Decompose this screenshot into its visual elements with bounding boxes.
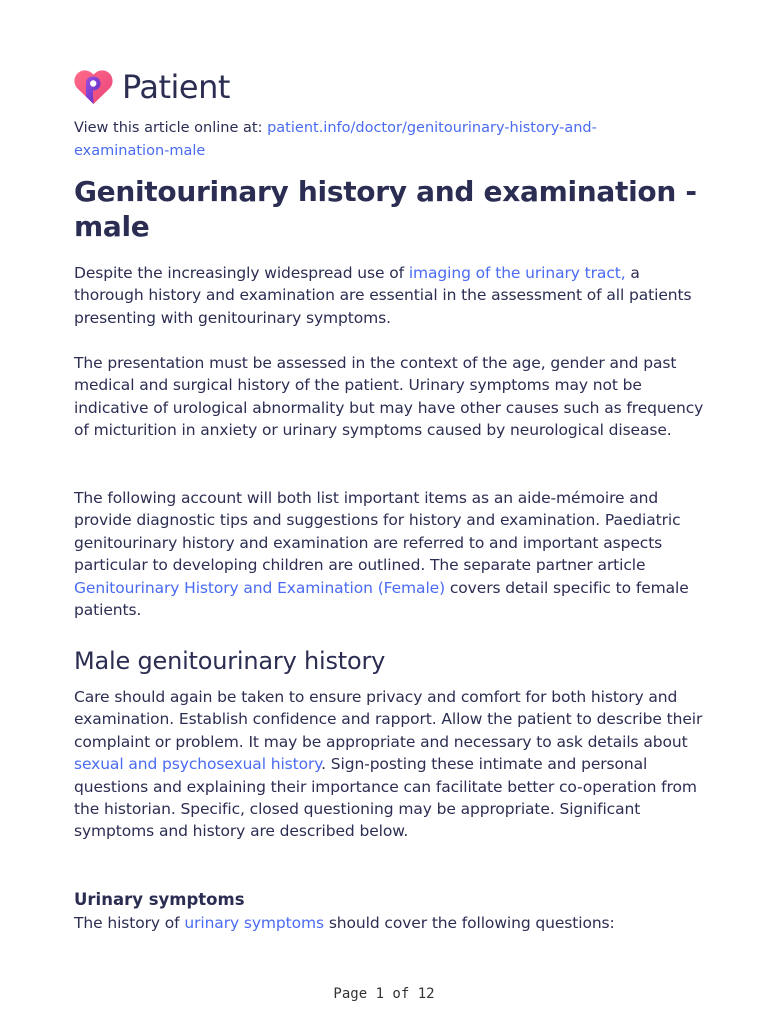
presentation-paragraph: The presentation must be assessed in the context of the age, gender and past medical and surgical history of the patient. Urinary symptoms may not be indicative of urological abnormality but may have other causes such as frequency of micturition in anxiety or urinary symptoms caused by neurological disease. xyxy=(74,354,704,440)
intro-text-1: Despite the increasingly widespread use of xyxy=(74,264,409,282)
history-text-1: Care should again be taken to ensure privacy and comfort for both history and examination. Establish confidence and rapport. Allow the patient to describe their complaint or problem. It may be appropriate and necessary to ask details about xyxy=(74,688,703,751)
online-prefix: View this article online at: xyxy=(74,120,268,136)
intro-text-2: a thorough history and examination are essential in the assessment of all patients presenting with genitourinary symptoms. xyxy=(74,264,692,327)
article-title: Genitourinary history and examination - male xyxy=(74,175,697,243)
intro-paragraph xyxy=(74,262,704,329)
online-link-line xyxy=(74,117,674,162)
heart-logo-icon xyxy=(74,69,113,105)
article-url-link[interactable]: patient.info/doctor/genitourinary-history-and-examination-male xyxy=(74,120,597,159)
urinary-text-2: should cover the following questions: xyxy=(324,914,615,932)
urinary-symptoms-heading: Urinary symptoms xyxy=(74,890,245,909)
imaging-urinary-tract-link[interactable]: imaging of the urinary tract, xyxy=(408,264,626,282)
female-history-link[interactable]: Genitourinary History and Examination (Female) xyxy=(74,578,446,597)
patient-logo[interactable] xyxy=(74,68,230,106)
sexual-history-link[interactable]: sexual and psychosexual history xyxy=(74,755,322,774)
brand-name: Patient xyxy=(122,68,230,106)
history-text-2: . Sign-posting these intimate and personal questions and explaining their importance can facilitate better co-operation from the historian. Specific, closed questioning may be appropriate. Significant symptoms and history are described below. xyxy=(74,755,697,841)
account-text-2: covers detail specific to female patients. xyxy=(74,578,689,620)
urinary-symptoms-link[interactable]: urinary symptoms xyxy=(184,914,324,932)
history-paragraph xyxy=(74,686,704,843)
account-text-1: The following account will both list important items as an aide-mémoire and provide diagnostic tips and suggestions for history and examination. Paediatric genitourinary history and examination are referred to and important aspects particular to developing children are outlined. The separate partner article xyxy=(74,489,681,575)
section-heading: Male genitourinary history xyxy=(74,647,386,675)
account-paragraph xyxy=(74,487,704,621)
page-number: Page 1 of 12 xyxy=(333,986,435,1002)
urinary-text-1: The history of xyxy=(74,914,185,932)
urinary-paragraph xyxy=(74,912,704,934)
